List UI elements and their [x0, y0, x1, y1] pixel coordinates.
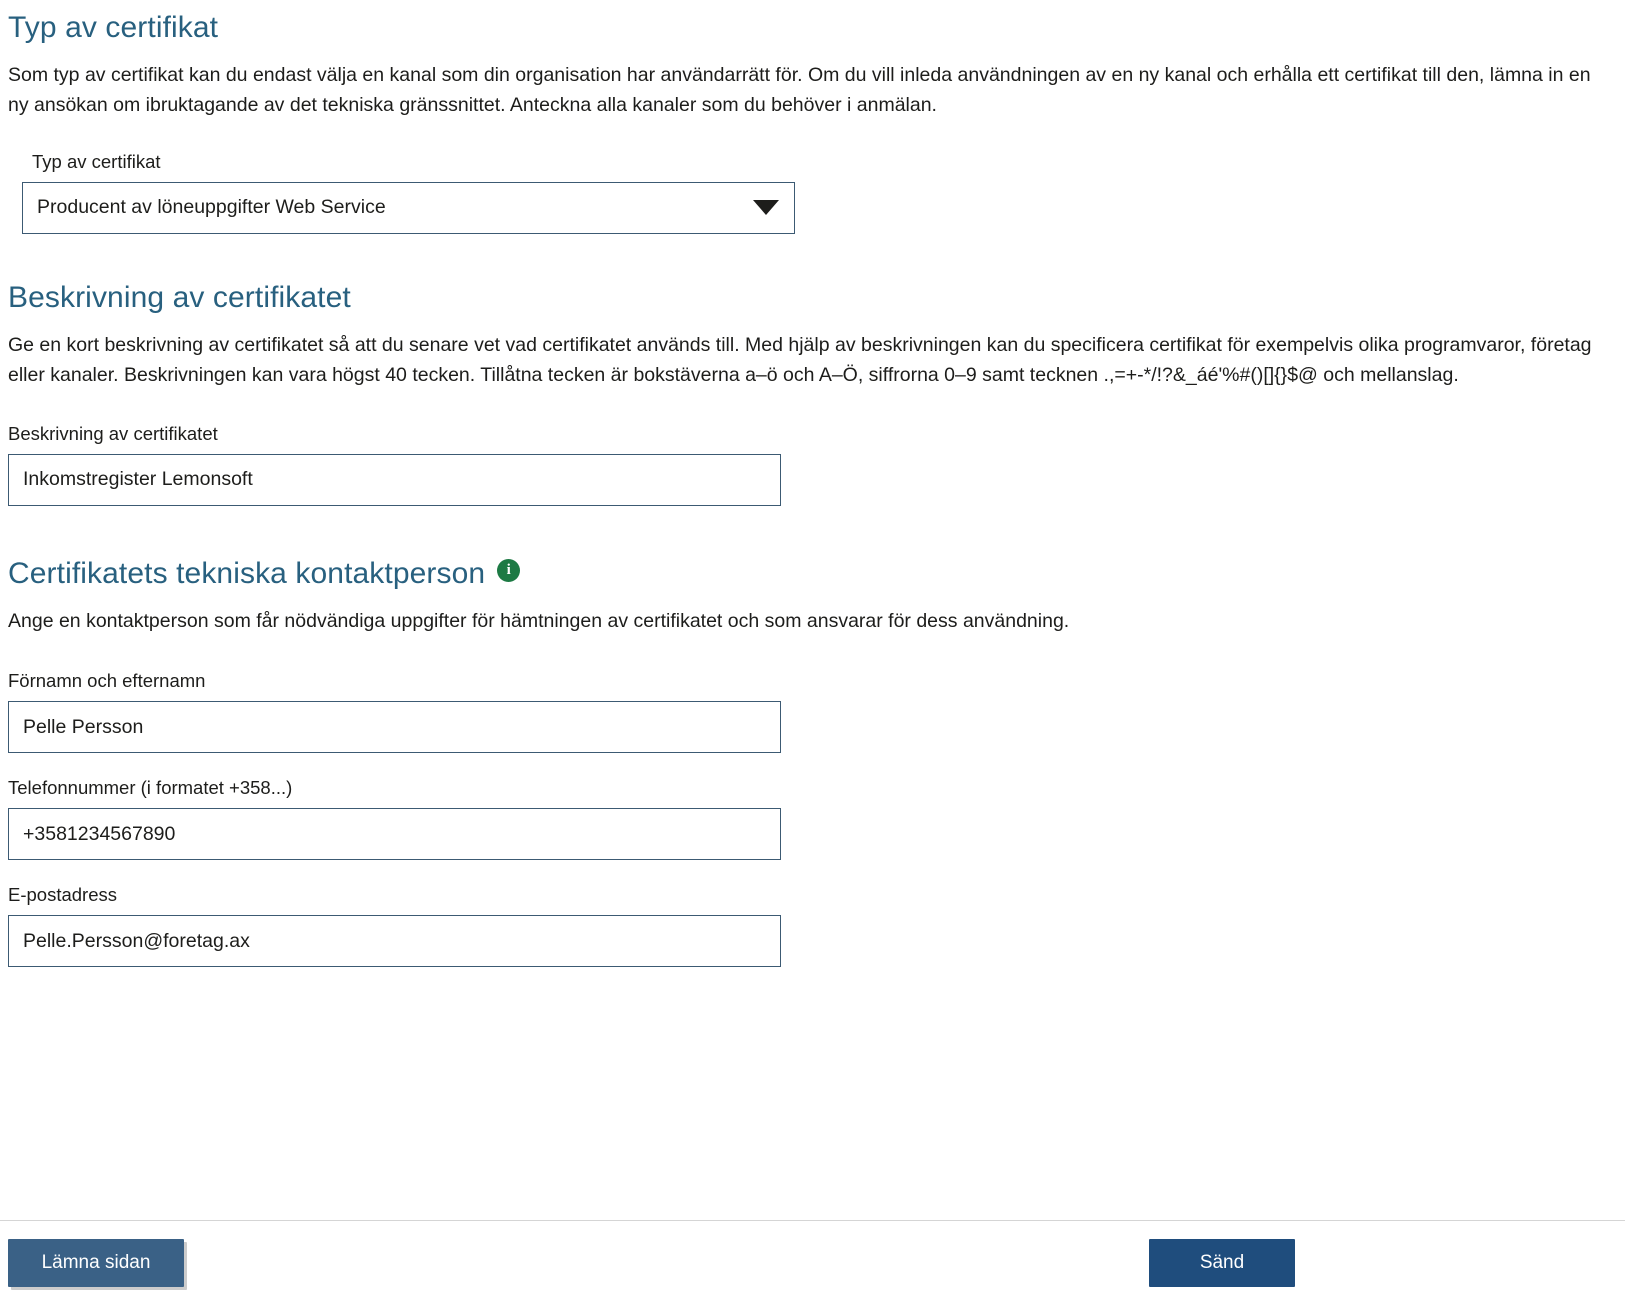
chevron-down-icon[interactable]: [738, 200, 794, 216]
section-description-certificate-type: Som typ av certifikat kan du endast välja en kanal som din organisation har användarrätt för. Om du vill inleda användningen av en ny kanal och erhålla ett certifikat till den, lämna in en ny ansökan om ibruktagande av det tekniska gränssnittet. Anteckna alla kanaler som du behöver i anmälan.: [8, 64, 1591, 117]
form-footer: [0, 1220, 1625, 1304]
section-certificate-description: [8, 270, 1617, 506]
contact-email-label: E-postadress: [8, 884, 117, 906]
section-title-row-technical-contact: [8, 546, 1617, 592]
section-description-technical-contact: Ange en kontaktperson som får nödvändiga uppgifter för hämtningen av certifikatet och som ansvarar för dess användning.: [8, 609, 1070, 632]
section-technical-contact: [8, 546, 1617, 967]
contact-name-label: Förnamn och efternamn: [8, 670, 206, 692]
contact-phone-field-group: [8, 777, 1617, 860]
certificate-type-select[interactable]: [22, 182, 795, 234]
certificate-description-field-group: [8, 423, 1617, 506]
certificate-type-field-group: [8, 151, 1617, 234]
info-icon[interactable]: i: [497, 559, 520, 582]
contact-email-input[interactable]: [8, 915, 781, 967]
contact-name-field-group: [8, 670, 1617, 753]
certificate-description-label: Beskrivning av certifikatet: [8, 422, 218, 444]
certificate-type-selected-value: Producent av löneuppgifter Web Service: [37, 196, 386, 219]
submit-button[interactable]: Sänd: [1149, 1239, 1295, 1287]
section-title-certificate-description: Beskrivning av certifikatet: [8, 280, 351, 314]
section-certificate-type: [8, 0, 1617, 234]
contact-name-input[interactable]: [8, 701, 781, 753]
contact-email-field-group: [8, 884, 1617, 967]
leave-page-button[interactable]: Lämna sidan: [8, 1239, 184, 1287]
certificate-description-input[interactable]: [8, 454, 781, 506]
section-title-certificate-type: Typ av certifikat: [8, 11, 219, 44]
certificate-type-label: Typ av certifikat: [32, 150, 161, 172]
contact-phone-input[interactable]: [8, 808, 781, 860]
contact-phone-label: Telefonnummer (i formatet +358...): [8, 777, 293, 799]
section-title-technical-contact: Certifikatets tekniska kontaktperson: [8, 556, 486, 590]
section-description-certificate-description: Ge en kort beskrivning av certifikatet så att du senare vet vad certifikatet används till. Med hjälp av beskrivningen kan du specificera certifikat för exempelvis olika programvaror, företag eller kanaler. Beskrivningen kan vara högst 40 tecken. Tillåtna tecken är bokstäverna a–ö och A–Ö, siffrorna 0–9 samt tecknen .,=+-*/!?&_áé'%#()[]{}$@ och mellanslag.: [8, 333, 1592, 387]
